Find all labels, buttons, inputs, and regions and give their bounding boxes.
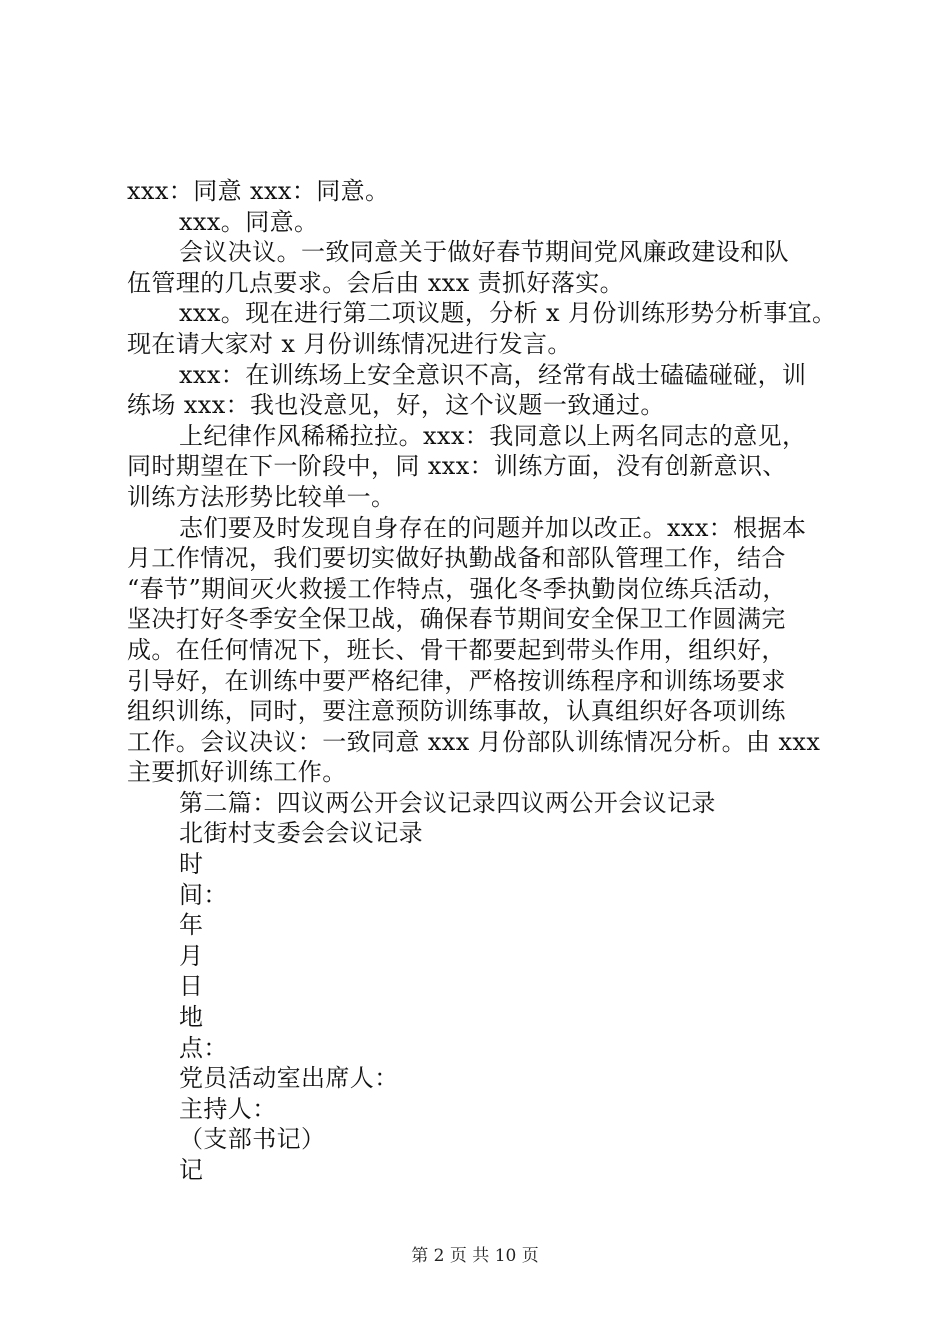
form-label: 点：: [179, 1033, 228, 1062]
form-label: 主持人：: [179, 1094, 277, 1123]
text-line: 坚决打好冬季安全保卫战，确保春节期间安全保卫工作圆满完: [127, 605, 786, 634]
text-line: 成。在任何情况下，班长、骨干都要起到带头作用，组织好，: [127, 635, 786, 664]
text-line: 引导好，在训练中要严格纪律，严格按训练程序和训练场要求: [127, 666, 786, 695]
text-line: 同时期望在下一阶段中，同 xxx：训练方面，没有创新意识、: [127, 452, 787, 481]
text-line: “春节”期间灭火救援工作特点，强化冬季执勤岗位练兵活动，: [127, 574, 787, 603]
section-heading: 第二篇：四议两公开会议记录四议两公开会议记录: [179, 788, 716, 817]
text-line: xxx。同意。: [179, 207, 319, 236]
record-title: 北街村支委会会议记录: [179, 819, 423, 848]
text-line: 组织训练，同时，要注意预防训练事故，认真组织好各项训练: [127, 697, 786, 726]
text-line: xxx：在训练场上安全意识不高，经常有战士磕磕碰碰，训: [179, 360, 807, 389]
form-label: 月: [179, 941, 204, 970]
text-line: 上纪律作风稀稀拉拉。xxx：我同意以上两名同志的意见，: [179, 421, 807, 450]
text-line: 主要抓好训练工作。: [127, 758, 347, 787]
form-label: （支部书记）: [179, 1125, 326, 1154]
form-label: 时: [179, 850, 204, 879]
text-line: xxx：同意 xxx：同意。: [127, 177, 390, 205]
text-line: 现在请大家对 x 月份训练情况进行发言。: [127, 329, 572, 358]
text-line: 训练方法形势比较单一。: [127, 482, 396, 511]
text-line: xxx。现在进行第二项议题，分析 x 月份训练形势分析事宜。: [179, 299, 837, 328]
page-number-label: 第 2 页 共 10 页: [411, 1246, 539, 1266]
text-line: 伍管理的几点要求。会后由 xxx 责抓好落实。: [127, 268, 625, 297]
page-footer: [0, 1241, 950, 1266]
form-label: 地: [179, 1003, 204, 1032]
text-line: 工作。会议决议：一致同意 xxx 月份部队训练情况分析。由 xxx: [127, 727, 821, 756]
text-line: 练场 xxx：我也没意见，好，这个议题一致通过。: [127, 391, 665, 420]
form-label: 年: [179, 911, 204, 940]
text-line: 志们要及时发现自身存在的问题并加以改正。xxx：根据本: [179, 513, 807, 542]
form-label: 间：: [179, 880, 228, 909]
form-label: 日: [179, 972, 204, 1001]
form-label: 党员活动室出席人：: [179, 1064, 399, 1093]
document-body: [127, 176, 842, 1186]
text-line: 月工作情况，我们要切实做好执勤战备和部队管理工作，结合: [127, 544, 786, 573]
form-label: 记: [179, 1156, 204, 1184]
text-line: 会议决议。一致同意关于做好春节期间党风廉政建设和队: [179, 238, 789, 267]
